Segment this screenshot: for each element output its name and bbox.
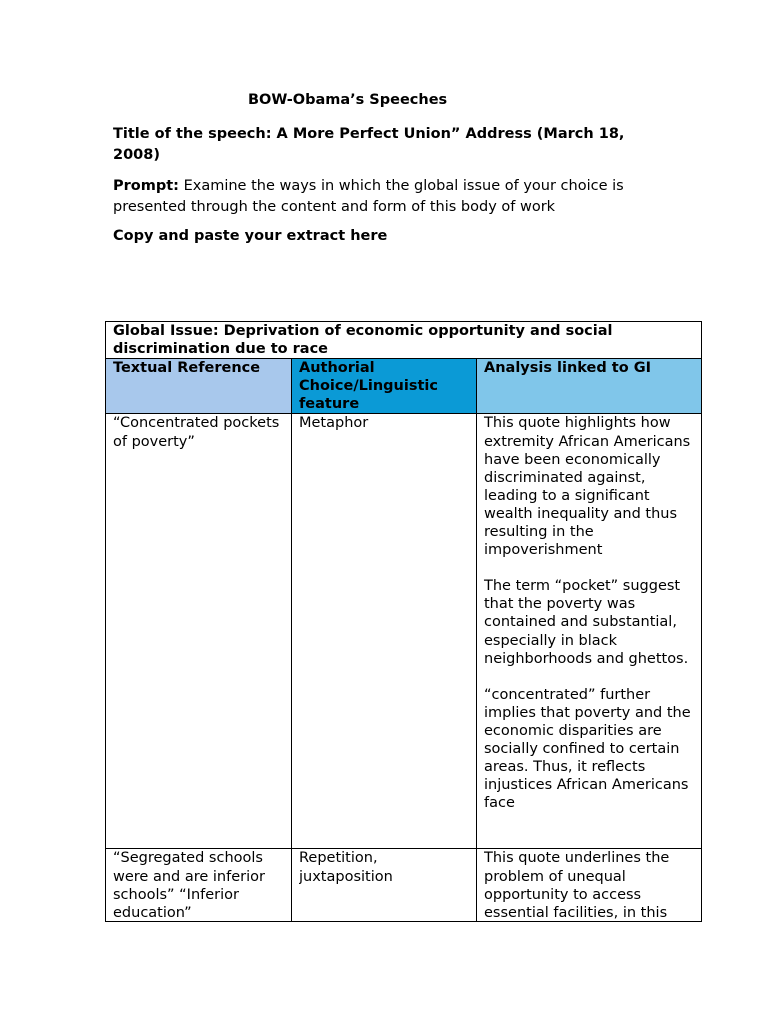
global-issue-row <box>106 322 702 359</box>
analysis-cell <box>477 849 702 922</box>
paragraph-spacer <box>484 559 695 577</box>
linguistic-feature-cell: Metaphor <box>292 414 477 849</box>
analysis-paragraph: This quote underlines the problem of unequal opportunity to access essential facilities, in this <box>484 850 670 921</box>
analysis-paragraph: This quote highlights how extremity African Americans have been economically discriminated against, leading to a significant wealth inequality and thus resulting in the impoverishment <box>484 415 691 559</box>
analysis-paragraph: The term “pocket” suggest that the poverty was contained and substantial, especially in black neighborhoods and ghettos. <box>484 578 689 667</box>
copy-instruction: Copy and paste your extract here <box>113 228 388 244</box>
textual-reference-cell: “Concentrated pockets of poverty” <box>106 414 292 849</box>
header-analysis: Analysis linked to GI <box>477 359 702 414</box>
prompt-text: Examine the ways in which the global issue of your choice is presented through the content and form of this body of work <box>113 178 624 215</box>
textual-reference-text: “Segregated schools were and are inferior schools” “Inferior education” <box>113 850 265 921</box>
analysis-cell <box>477 414 702 849</box>
textual-reference-cell <box>106 849 292 922</box>
header-row <box>106 359 702 414</box>
table-row <box>106 849 702 922</box>
global-issue-cell: Global Issue: Deprivation of economic opportunity and social discrimination due to race <box>106 322 702 359</box>
speech-title: Title of the speech: A More Perfect Union” Address (March 18, 2008) <box>113 126 625 163</box>
linguistic-feature-text: Repetition, juxtaposition <box>299 850 393 885</box>
header-authorial-choice: Authorial Choice/Linguistic feature <box>292 359 477 414</box>
prompt-paragraph <box>113 176 673 218</box>
linguistic-feature-cell <box>292 849 477 922</box>
table-row <box>106 414 702 849</box>
prompt-label: Prompt: <box>113 178 179 194</box>
paragraph-spacer <box>484 668 695 686</box>
header-textual-reference: Textual Reference <box>106 359 292 414</box>
analysis-table <box>105 321 702 922</box>
analysis-paragraph: “concentrated” further implies that poverty and the economic disparities are socially confined to certain areas. Thus, it reflects injustices African Americans face <box>484 686 691 812</box>
page-heading: BOW-Obama’s Speeches <box>248 92 448 108</box>
